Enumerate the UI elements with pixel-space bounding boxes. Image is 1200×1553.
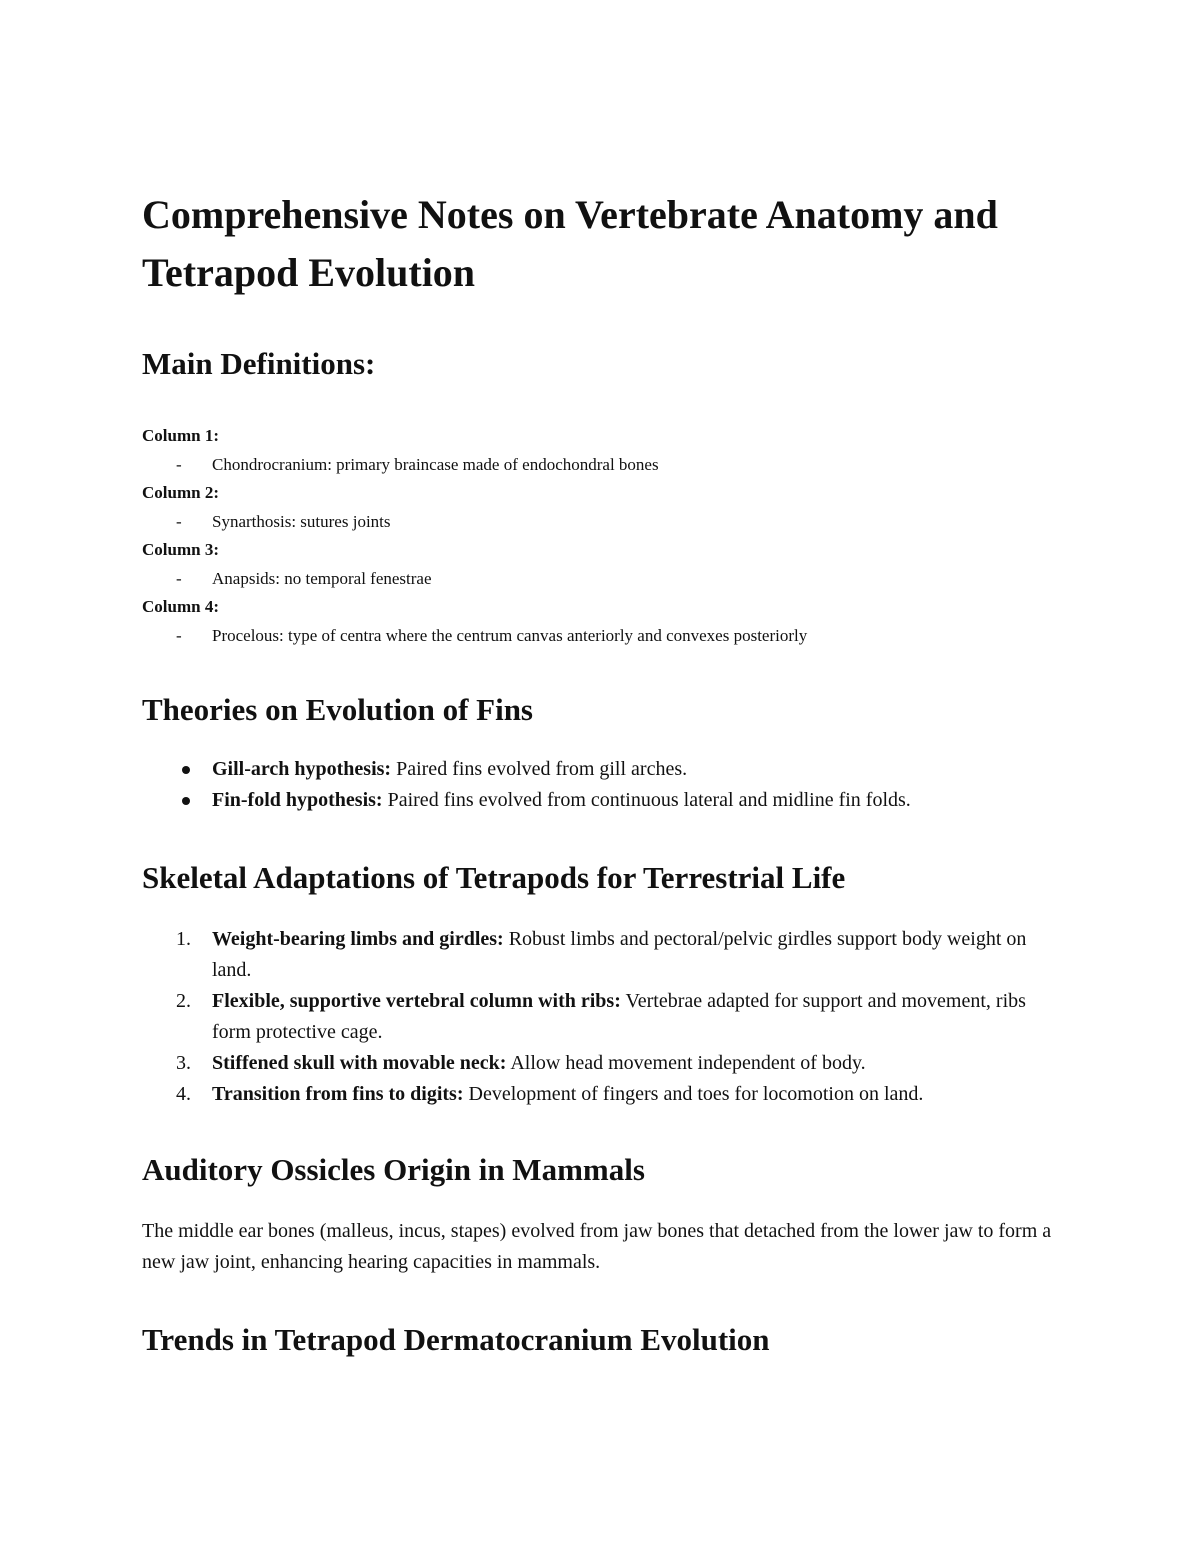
fins-section — [142, 690, 1062, 816]
skeletal-section — [142, 858, 1062, 1110]
dermatocranium-heading: Trends in Tetrapod Dermatocranium Evolution — [142, 1322, 770, 1357]
term-description: Robust limbs and pectoral/pelvic girdles support body weight on land. — [212, 928, 1027, 981]
definitions-list — [142, 422, 1062, 650]
skeletal-list — [142, 924, 1062, 1110]
list-item — [142, 1048, 1062, 1079]
term-label: Gill-arch hypothesis: — [212, 758, 392, 780]
dermatocranium-section — [142, 1320, 1062, 1360]
main-definitions-section — [142, 344, 1062, 650]
list-item — [142, 785, 1062, 816]
skeletal-heading: Skeletal Adaptations of Tetrapods for Terrestrial Life — [142, 860, 846, 895]
definition-item — [142, 450, 1062, 479]
definition-item — [142, 564, 1062, 593]
list-item — [142, 986, 1062, 1048]
column-label: Column 4: — [142, 597, 219, 616]
main-definitions-heading: Main Definitions: — [142, 346, 376, 381]
definition-text: Chondrocranium: primary braincase made of endochondral bones — [212, 455, 659, 474]
dash-marker: - — [176, 626, 182, 645]
fins-heading: Theories on Evolution of Fins — [142, 692, 533, 727]
term-description: Paired fins evolved from continuous lateral and midline fin folds. — [382, 789, 911, 811]
term-label: Stiffened skull with movable neck: — [212, 1052, 507, 1074]
document-title: Comprehensive Notes on Vertebrate Anatomy and Tetrapod Evolution — [142, 192, 998, 295]
term-label: Flexible, supportive vertebral column with ribs: — [212, 990, 621, 1012]
definition-item — [142, 621, 1062, 650]
item-number: 2. — [176, 990, 191, 1012]
bullet-icon — [182, 766, 190, 774]
auditory-section — [142, 1150, 1062, 1278]
auditory-heading: Auditory Ossicles Origin in Mammals — [142, 1152, 645, 1187]
term-description: Allow head movement independent of body. — [506, 1052, 866, 1074]
definition-text: Anapsids: no temporal fenestrae — [212, 569, 432, 588]
item-number: 4. — [176, 1083, 191, 1105]
auditory-paragraph: The middle ear bones (malleus, incus, stapes) evolved from jaw bones that detached from the lower jaw to form a new jaw joint, enhancing hearing capacities in mammals. — [142, 1220, 1052, 1273]
term-label: Fin-fold hypothesis: — [212, 789, 383, 811]
definition-text: Synarthosis: sutures joints — [212, 512, 391, 531]
term-label: Weight-bearing limbs and girdles: — [212, 928, 504, 950]
term-description: Vertebrae adapted for support and movement, ribs form protective cage. — [212, 990, 1026, 1043]
definition-item — [142, 507, 1062, 536]
term-description: Paired fins evolved from gill arches. — [391, 758, 688, 780]
list-item — [142, 1079, 1062, 1110]
dash-marker: - — [176, 512, 182, 531]
bullet-icon — [182, 797, 190, 805]
item-number: 3. — [176, 1052, 191, 1074]
list-item — [142, 924, 1062, 986]
list-item — [142, 754, 1062, 785]
column-label: Column 2: — [142, 483, 219, 502]
dash-marker: - — [176, 455, 182, 474]
column-label: Column 3: — [142, 540, 219, 559]
document-page — [142, 186, 1062, 1360]
dash-marker: - — [176, 569, 182, 588]
column-label: Column 1: — [142, 426, 219, 445]
definition-text: Procelous: type of centra where the centrum canvas anteriorly and convexes posteriorly — [212, 626, 808, 645]
term-label: Transition from fins to digits: — [212, 1083, 464, 1105]
item-number: 1. — [176, 928, 191, 950]
fins-list — [142, 754, 1062, 816]
term-description: Development of fingers and toes for locomotion on land. — [463, 1083, 924, 1105]
